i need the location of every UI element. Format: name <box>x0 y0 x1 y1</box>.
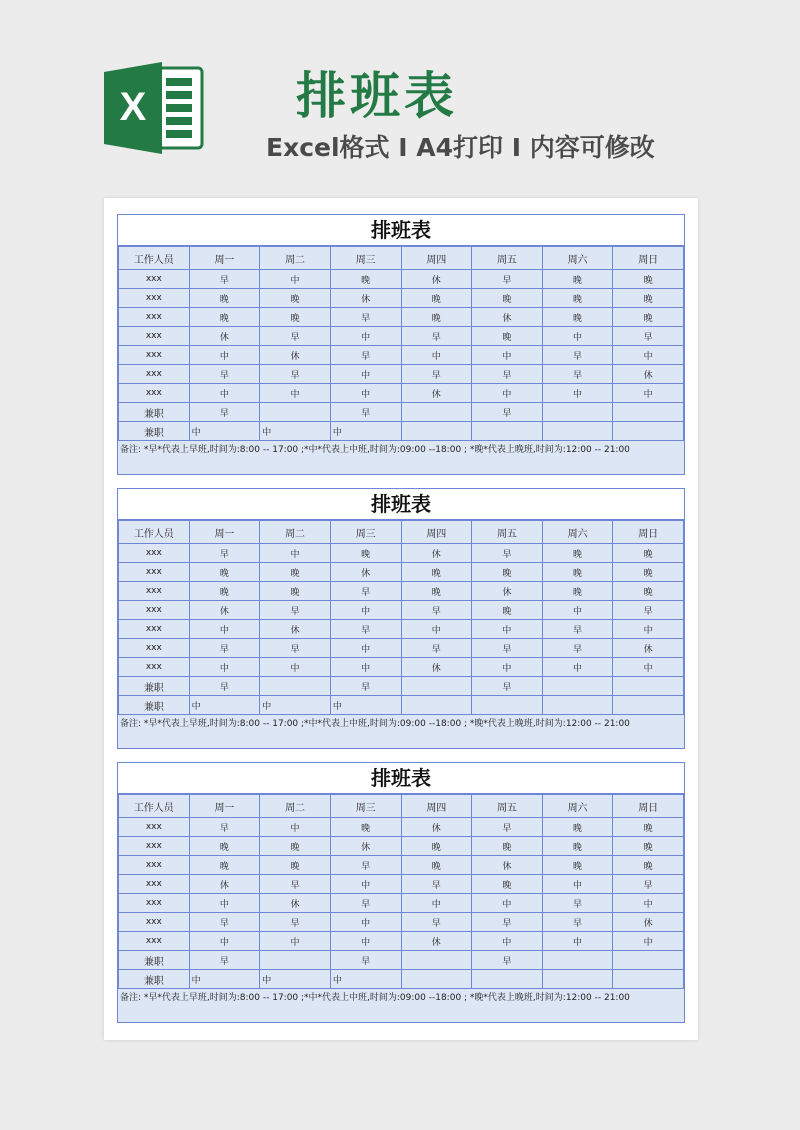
table-row <box>119 875 684 894</box>
shift-cell: 晚 <box>472 289 543 308</box>
table-row <box>119 601 684 620</box>
schedule-title: 排班表 <box>118 215 684 246</box>
shift-cell: 中 <box>330 601 401 620</box>
shift-cell: 中 <box>613 658 684 677</box>
schedule-note: 备注: *早*代表上早班,时间为:8:00 -- 17:00 ;*中*代表上中班,时间为:09:00 --18:00 ; *晚*代表上晚班,时间为:12:00 -- 21:00 <box>120 993 630 1003</box>
shift-cell: 晚 <box>542 582 613 601</box>
shift-cell: 早 <box>401 913 472 932</box>
column-header: 周三 <box>330 521 401 544</box>
shift-cell: 中 <box>260 422 331 441</box>
shift-cell: 早 <box>472 913 543 932</box>
column-header: 周五 <box>472 795 543 818</box>
shift-cell: 晚 <box>189 582 260 601</box>
shift-cell: 休 <box>260 620 331 639</box>
shift-cell: 中 <box>472 346 543 365</box>
shift-cell: 中 <box>189 970 260 989</box>
shift-cell: 早 <box>189 270 260 289</box>
shift-cell: 中 <box>613 932 684 951</box>
shift-cell: 中 <box>613 384 684 403</box>
shift-cell <box>260 677 331 696</box>
staff-cell: xxx <box>119 346 190 365</box>
shift-cell: 早 <box>472 403 543 422</box>
shift-cell: 早 <box>542 894 613 913</box>
staff-cell: xxx <box>119 563 190 582</box>
column-header: 工作人员 <box>119 795 190 818</box>
shift-cell: 中 <box>330 970 401 989</box>
shift-cell: 中 <box>260 658 331 677</box>
shift-cell: 中 <box>472 658 543 677</box>
shift-cell <box>542 970 613 989</box>
schedule-grid <box>118 246 684 441</box>
shift-cell <box>613 970 684 989</box>
shift-cell <box>260 403 331 422</box>
shift-cell: 早 <box>401 327 472 346</box>
shift-cell: 中 <box>260 970 331 989</box>
staff-cell: xxx <box>119 544 190 563</box>
table-row <box>119 658 684 677</box>
shift-cell: 中 <box>260 544 331 563</box>
column-header: 周一 <box>189 521 260 544</box>
table-row <box>119 856 684 875</box>
table-row <box>119 620 684 639</box>
shift-cell: 早 <box>189 544 260 563</box>
shift-cell: 休 <box>330 563 401 582</box>
shift-cell: 早 <box>542 346 613 365</box>
table-row <box>119 677 684 696</box>
shift-cell: 早 <box>189 365 260 384</box>
column-header: 周四 <box>401 795 472 818</box>
shift-cell: 早 <box>260 875 331 894</box>
shift-cell: 早 <box>401 365 472 384</box>
shift-cell: 晚 <box>613 270 684 289</box>
staff-cell: xxx <box>119 639 190 658</box>
shift-cell: 中 <box>189 620 260 639</box>
staff-cell: xxx <box>119 601 190 620</box>
shift-cell <box>613 696 684 715</box>
staff-cell: xxx <box>119 932 190 951</box>
column-header: 周三 <box>330 795 401 818</box>
shift-cell <box>260 951 331 970</box>
shift-cell: 早 <box>613 875 684 894</box>
column-header: 周四 <box>401 521 472 544</box>
shift-cell: 早 <box>260 601 331 620</box>
shift-cell: 早 <box>330 951 401 970</box>
shift-cell: 中 <box>260 696 331 715</box>
shift-cell: 早 <box>472 818 543 837</box>
shift-cell: 晚 <box>260 856 331 875</box>
schedule-table-2 <box>117 488 685 749</box>
shift-cell: 早 <box>401 639 472 658</box>
shift-cell: 中 <box>260 932 331 951</box>
page-title: 排班表 <box>296 67 458 125</box>
shift-cell: 休 <box>330 289 401 308</box>
shift-cell: 中 <box>542 875 613 894</box>
schedule-grid <box>118 794 684 989</box>
table-row <box>119 289 684 308</box>
shift-cell: 中 <box>330 384 401 403</box>
schedule-grid <box>118 520 684 715</box>
table-row <box>119 308 684 327</box>
shift-cell: 中 <box>330 875 401 894</box>
staff-cell: xxx <box>119 658 190 677</box>
shift-cell: 中 <box>472 932 543 951</box>
shift-cell: 早 <box>472 544 543 563</box>
shift-cell <box>472 422 543 441</box>
schedule-table-3 <box>117 762 685 1023</box>
shift-cell: 早 <box>472 951 543 970</box>
shift-cell: 晚 <box>189 856 260 875</box>
header-row <box>119 247 684 270</box>
staff-cell: 兼职 <box>119 677 190 696</box>
schedule-note: 备注: *早*代表上早班,时间为:8:00 -- 17:00 ;*中*代表上中班,时间为:09:00 --18:00 ; *晚*代表上晚班,时间为:12:00 -- 21:00 <box>120 445 630 455</box>
shift-cell: 休 <box>613 639 684 658</box>
shift-cell: 中 <box>189 422 260 441</box>
shift-cell: 晚 <box>542 818 613 837</box>
shift-cell: 晚 <box>542 856 613 875</box>
shift-cell: 早 <box>330 346 401 365</box>
column-header: 周三 <box>330 247 401 270</box>
shift-cell: 中 <box>330 913 401 932</box>
shift-cell: 休 <box>472 582 543 601</box>
shift-cell: 早 <box>330 856 401 875</box>
shift-cell: 中 <box>401 346 472 365</box>
shift-cell: 休 <box>613 365 684 384</box>
shift-cell <box>542 422 613 441</box>
shift-cell: 中 <box>401 894 472 913</box>
staff-cell: xxx <box>119 856 190 875</box>
shift-cell: 晚 <box>189 308 260 327</box>
shift-cell <box>472 696 543 715</box>
shift-cell <box>401 403 472 422</box>
schedule-note: 备注: *早*代表上早班,时间为:8:00 -- 17:00 ;*中*代表上中班,时间为:09:00 --18:00 ; *晚*代表上晚班,时间为:12:00 -- 21:00 <box>120 719 630 729</box>
shift-cell: 晚 <box>260 582 331 601</box>
column-header: 周四 <box>401 247 472 270</box>
shift-cell <box>401 422 472 441</box>
shift-cell <box>472 970 543 989</box>
shift-cell: 早 <box>260 365 331 384</box>
shift-cell: 早 <box>189 639 260 658</box>
shift-cell: 早 <box>260 327 331 346</box>
shift-cell: 休 <box>472 856 543 875</box>
shift-cell: 晚 <box>260 837 331 856</box>
shift-cell: 中 <box>613 620 684 639</box>
shift-cell: 晚 <box>613 544 684 563</box>
shift-cell: 晚 <box>401 308 472 327</box>
shift-cell: 休 <box>189 327 260 346</box>
table-row <box>119 818 684 837</box>
column-header: 周六 <box>542 247 613 270</box>
table-row <box>119 563 684 582</box>
shift-cell: 晚 <box>613 818 684 837</box>
shift-cell: 中 <box>189 384 260 403</box>
shift-cell: 中 <box>189 894 260 913</box>
shift-cell: 早 <box>330 582 401 601</box>
shift-cell: 早 <box>613 327 684 346</box>
column-header: 周六 <box>542 795 613 818</box>
shift-cell: 休 <box>401 544 472 563</box>
shift-cell: 休 <box>189 875 260 894</box>
staff-cell: 兼职 <box>119 696 190 715</box>
column-header: 工作人员 <box>119 247 190 270</box>
table-row <box>119 403 684 422</box>
shift-cell <box>542 677 613 696</box>
shift-cell: 早 <box>472 639 543 658</box>
shift-cell: 中 <box>189 932 260 951</box>
shift-cell: 休 <box>401 932 472 951</box>
logo-letter: X <box>119 85 147 129</box>
column-header: 周日 <box>613 795 684 818</box>
shift-cell <box>613 677 684 696</box>
shift-cell: 晚 <box>472 601 543 620</box>
table-row <box>119 346 684 365</box>
shift-cell: 休 <box>260 346 331 365</box>
shift-cell: 中 <box>613 894 684 913</box>
shift-cell: 早 <box>260 639 331 658</box>
staff-cell: xxx <box>119 289 190 308</box>
shift-cell: 晚 <box>613 308 684 327</box>
shift-cell: 中 <box>542 384 613 403</box>
table-row <box>119 270 684 289</box>
shift-cell: 晚 <box>542 544 613 563</box>
shift-cell: 休 <box>472 308 543 327</box>
shift-cell: 早 <box>542 365 613 384</box>
shift-cell: 晚 <box>401 563 472 582</box>
shift-cell: 早 <box>260 913 331 932</box>
shift-cell: 中 <box>542 932 613 951</box>
shift-cell: 晚 <box>542 837 613 856</box>
staff-cell: xxx <box>119 270 190 289</box>
column-header: 周五 <box>472 521 543 544</box>
shift-cell: 中 <box>613 346 684 365</box>
table-row <box>119 970 684 989</box>
table-row <box>119 894 684 913</box>
shift-cell: 早 <box>330 403 401 422</box>
staff-cell: xxx <box>119 837 190 856</box>
page-header <box>0 0 800 200</box>
staff-cell: xxx <box>119 365 190 384</box>
shift-cell: 早 <box>330 894 401 913</box>
column-header: 周一 <box>189 795 260 818</box>
staff-cell: xxx <box>119 875 190 894</box>
staff-cell: 兼职 <box>119 970 190 989</box>
shift-cell: 休 <box>401 658 472 677</box>
schedule-table-1 <box>117 214 685 475</box>
shift-cell: 晚 <box>189 837 260 856</box>
shift-cell: 晚 <box>401 289 472 308</box>
table-row <box>119 837 684 856</box>
shift-cell: 早 <box>401 875 472 894</box>
shift-cell: 早 <box>330 308 401 327</box>
shift-cell: 中 <box>330 696 401 715</box>
shift-cell: 中 <box>330 365 401 384</box>
page-subtitle: Excel格式 I A4打印 I 内容可修改 <box>266 133 655 162</box>
shift-cell: 晚 <box>542 563 613 582</box>
column-header: 周一 <box>189 247 260 270</box>
shift-cell: 早 <box>189 403 260 422</box>
shift-cell: 晚 <box>613 289 684 308</box>
table-row <box>119 544 684 563</box>
staff-cell: xxx <box>119 913 190 932</box>
staff-cell: xxx <box>119 308 190 327</box>
shift-cell: 晚 <box>542 308 613 327</box>
shift-cell: 晚 <box>472 837 543 856</box>
shift-cell: 中 <box>472 620 543 639</box>
shift-cell: 早 <box>330 677 401 696</box>
shift-cell: 中 <box>542 658 613 677</box>
shift-cell: 中 <box>330 658 401 677</box>
staff-cell: xxx <box>119 818 190 837</box>
shift-cell <box>542 951 613 970</box>
shift-cell: 中 <box>542 601 613 620</box>
shift-cell: 早 <box>401 601 472 620</box>
schedule-title: 排班表 <box>118 763 684 794</box>
shift-cell <box>613 422 684 441</box>
staff-cell: xxx <box>119 327 190 346</box>
shift-cell: 中 <box>189 658 260 677</box>
shift-cell: 晚 <box>472 563 543 582</box>
shift-cell <box>613 951 684 970</box>
shift-cell: 中 <box>330 639 401 658</box>
shift-cell: 早 <box>472 365 543 384</box>
shift-cell: 休 <box>401 818 472 837</box>
shift-cell: 晚 <box>260 563 331 582</box>
shift-cell: 晚 <box>401 837 472 856</box>
shift-cell <box>401 951 472 970</box>
shift-cell <box>401 677 472 696</box>
shift-cell: 晚 <box>330 544 401 563</box>
shift-cell: 晚 <box>330 270 401 289</box>
shift-cell: 中 <box>472 384 543 403</box>
shift-cell: 中 <box>189 346 260 365</box>
shift-cell: 晚 <box>613 563 684 582</box>
column-header: 周二 <box>260 247 331 270</box>
shift-cell: 早 <box>189 951 260 970</box>
shift-cell: 中 <box>401 620 472 639</box>
column-header: 周六 <box>542 521 613 544</box>
staff-cell: xxx <box>119 894 190 913</box>
shift-cell: 休 <box>401 384 472 403</box>
table-row <box>119 951 684 970</box>
shift-cell: 休 <box>189 601 260 620</box>
shift-cell: 中 <box>260 270 331 289</box>
table-row <box>119 932 684 951</box>
shift-cell <box>613 403 684 422</box>
table-row <box>119 913 684 932</box>
table-row <box>119 327 684 346</box>
shift-cell: 早 <box>472 677 543 696</box>
shift-cell: 中 <box>189 696 260 715</box>
shift-cell: 中 <box>472 894 543 913</box>
header-row <box>119 521 684 544</box>
shift-cell: 晚 <box>613 856 684 875</box>
shift-cell: 晚 <box>472 875 543 894</box>
excel-icon <box>104 62 204 154</box>
shift-cell: 晚 <box>613 837 684 856</box>
shift-cell: 早 <box>189 913 260 932</box>
shift-cell: 晚 <box>330 818 401 837</box>
shift-cell: 早 <box>613 601 684 620</box>
column-header: 周五 <box>472 247 543 270</box>
shift-cell: 休 <box>613 913 684 932</box>
shift-cell: 晚 <box>401 856 472 875</box>
shift-cell: 中 <box>542 327 613 346</box>
column-header: 周日 <box>613 247 684 270</box>
column-header: 工作人员 <box>119 521 190 544</box>
column-header: 周二 <box>260 795 331 818</box>
shift-cell: 晚 <box>613 582 684 601</box>
shift-cell: 晚 <box>472 327 543 346</box>
shift-cell: 晚 <box>542 270 613 289</box>
staff-cell: xxx <box>119 384 190 403</box>
shift-cell: 晚 <box>260 308 331 327</box>
shift-cell <box>401 696 472 715</box>
shift-cell: 晚 <box>401 582 472 601</box>
table-row <box>119 365 684 384</box>
table-row <box>119 639 684 658</box>
shift-cell: 早 <box>189 677 260 696</box>
staff-cell: 兼职 <box>119 951 190 970</box>
shift-cell: 晚 <box>189 289 260 308</box>
shift-cell <box>542 696 613 715</box>
table-row <box>119 582 684 601</box>
staff-cell: xxx <box>119 582 190 601</box>
table-row <box>119 384 684 403</box>
shift-cell: 中 <box>260 818 331 837</box>
schedule-title: 排班表 <box>118 489 684 520</box>
shift-cell: 早 <box>542 620 613 639</box>
shift-cell: 晚 <box>189 563 260 582</box>
header-row <box>119 795 684 818</box>
shift-cell: 早 <box>542 639 613 658</box>
shift-cell: 早 <box>330 620 401 639</box>
shift-cell: 中 <box>330 422 401 441</box>
shift-cell: 休 <box>401 270 472 289</box>
shift-cell <box>542 403 613 422</box>
staff-cell: 兼职 <box>119 422 190 441</box>
column-header: 周日 <box>613 521 684 544</box>
shift-cell <box>401 970 472 989</box>
shift-cell: 中 <box>330 327 401 346</box>
shift-cell: 休 <box>330 837 401 856</box>
staff-cell: 兼职 <box>119 403 190 422</box>
column-header: 周二 <box>260 521 331 544</box>
shift-cell: 中 <box>260 384 331 403</box>
shift-cell: 晚 <box>260 289 331 308</box>
table-row <box>119 696 684 715</box>
shift-cell: 休 <box>260 894 331 913</box>
shift-cell: 早 <box>472 270 543 289</box>
shift-cell: 中 <box>330 932 401 951</box>
shift-cell: 早 <box>189 818 260 837</box>
shift-cell: 晚 <box>542 289 613 308</box>
shift-cell: 早 <box>542 913 613 932</box>
table-row <box>119 422 684 441</box>
staff-cell: xxx <box>119 620 190 639</box>
